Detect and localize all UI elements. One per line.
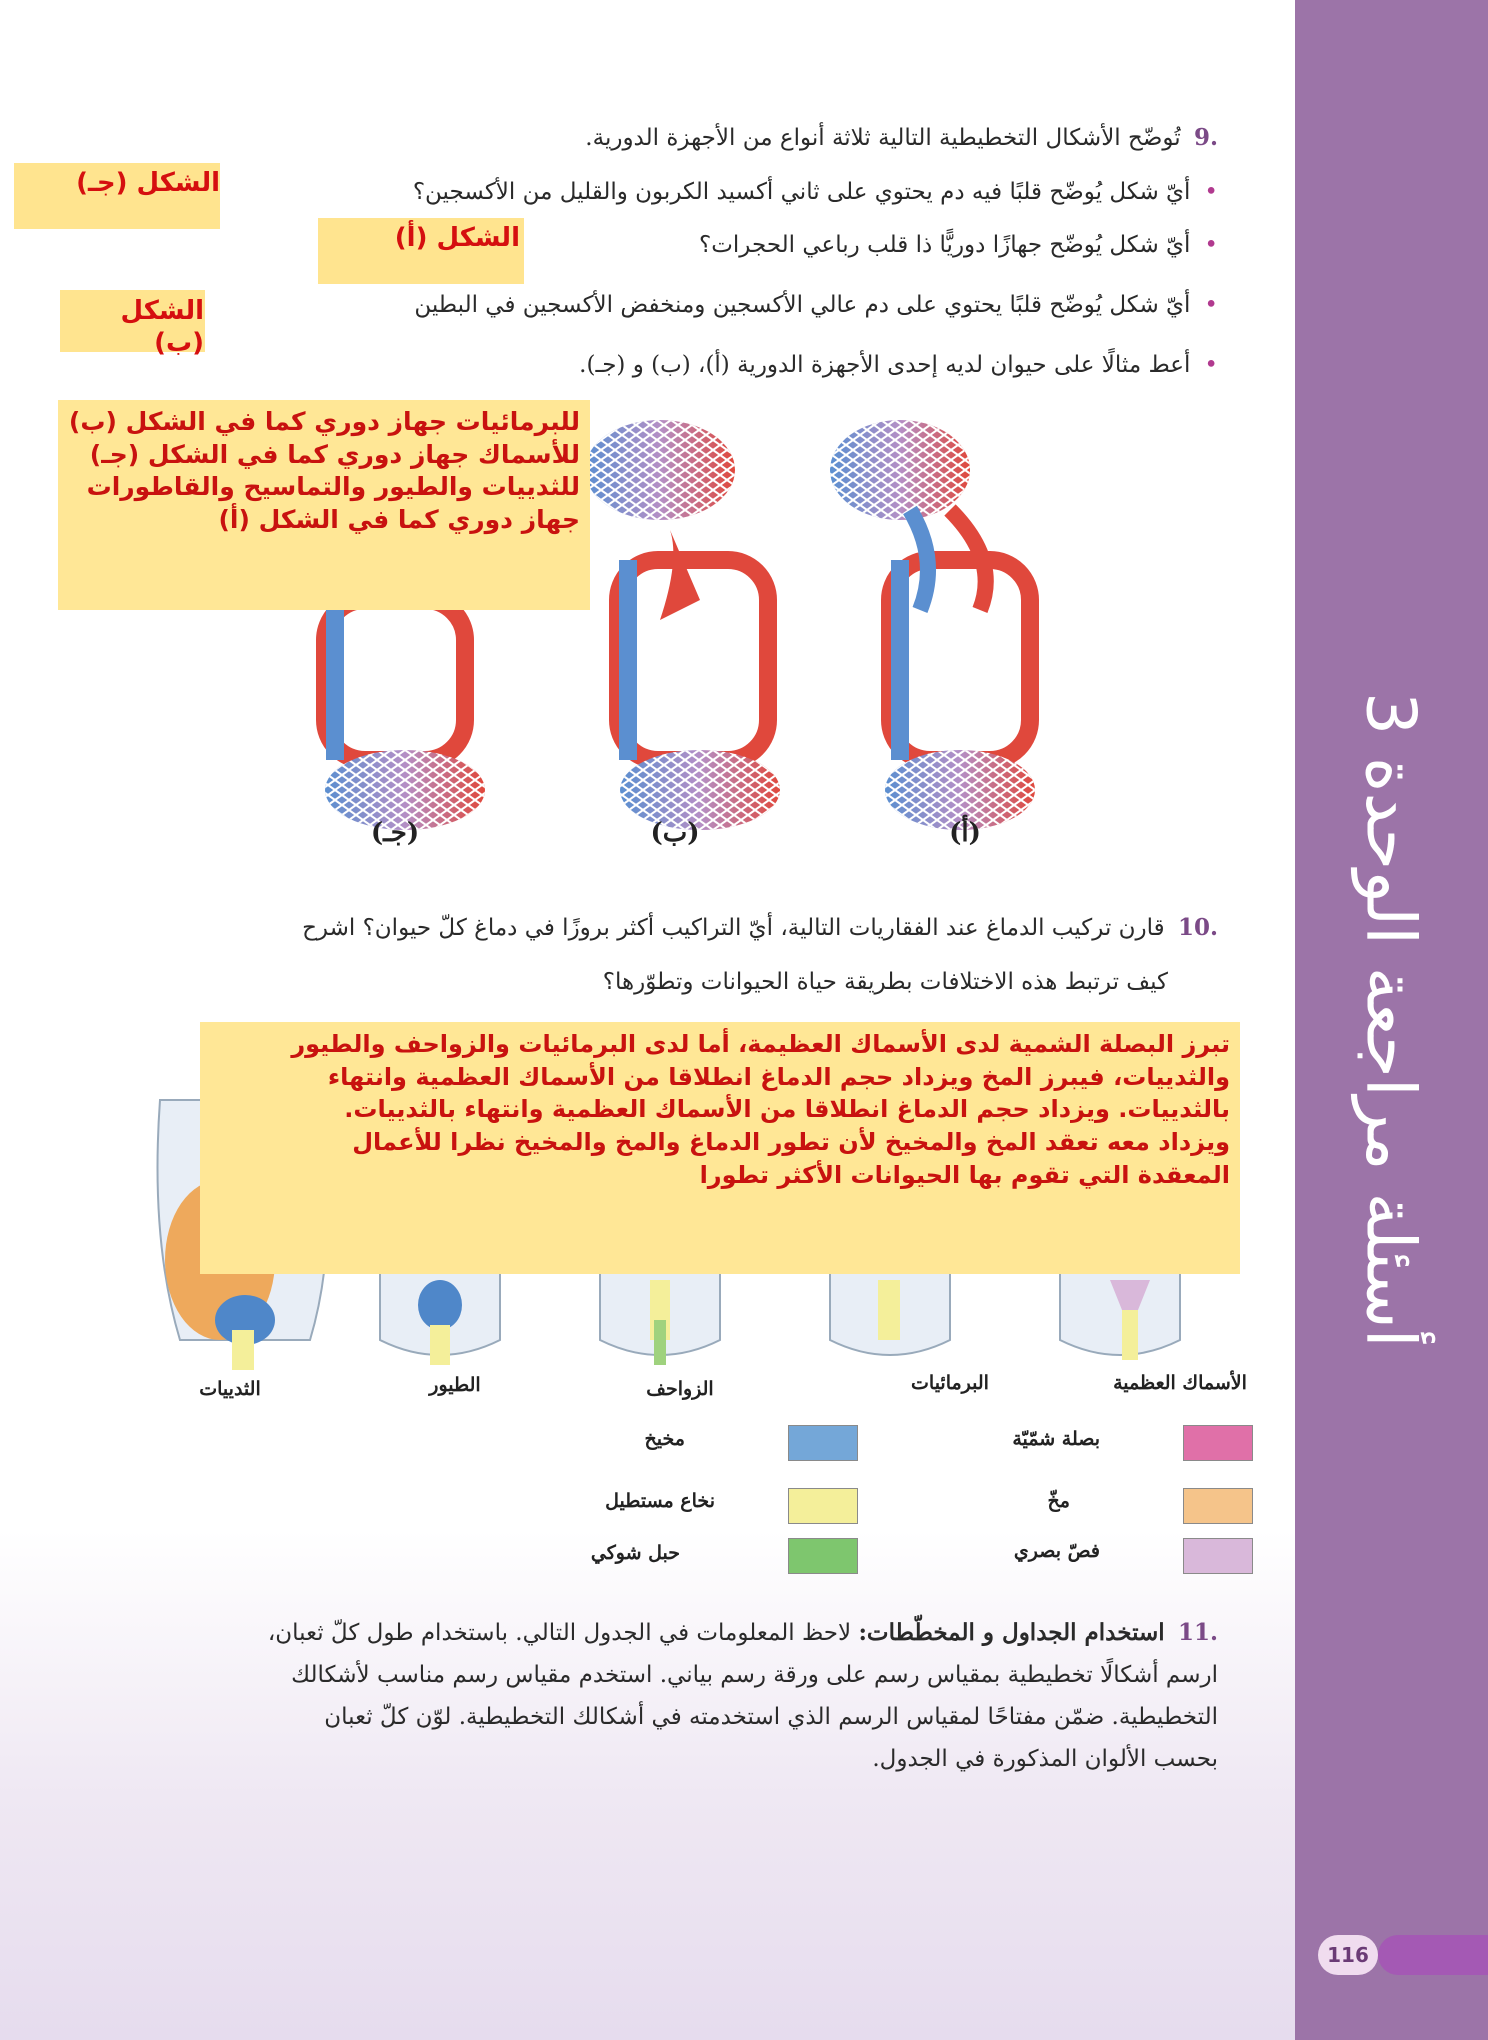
q9-bullet-4: •أعط مثالًا على حيوان لديه إحدى الأجهزة الدورية (أ)، (ب) و (جـ). <box>579 352 1218 378</box>
answer-1: الشكل (جـ) <box>76 168 220 198</box>
legend-label: نخاع مستطيل <box>605 1490 715 1512</box>
q10-line1 <box>98 908 1218 948</box>
q9-intro <box>585 118 1218 158</box>
q11-title: استخدام الجداول و المخطّطات: <box>858 1619 1165 1646</box>
q9-bullet-text: أعط مثالًا على حيوان لديه إحدى الأجهزة الدورية (أ)، (ب) و (جـ). <box>579 352 1191 378</box>
figure-a <box>830 420 1035 830</box>
label-birds: الطيور <box>429 1374 481 1396</box>
q11-line1 <box>88 1612 1218 1654</box>
q9-bullet-3: •أيّ شكل يُوضّح قلبًا يحتوي على دم عالي الأكسجين ومنخفض الأكسجين في البطين <box>414 292 1218 318</box>
legend-swatch-medulla <box>788 1488 858 1524</box>
legend-swatch-spinal-cord <box>788 1538 858 1574</box>
q10-answer-line: والثدييات، فيبرز المخ ويزداد حجم الدماغ انطلاقا من الأسماك العظمية وانتهاء <box>327 1062 1230 1091</box>
legend-swatch-cerebellum <box>788 1425 858 1461</box>
figure-c <box>325 600 485 830</box>
legend-swatch-cerebrum <box>1183 1488 1253 1524</box>
q9-bullet-1: •أيّ شكل يُوضّح قلبًا فيه دم يحتوي على ثاني أكسيد الكربون والقليل من الأكسجين؟ <box>412 179 1218 205</box>
example-answer-note <box>58 400 590 610</box>
q11-line3: التخطيطية. ضمّن مفتاحًا لمقياس الرسم الذي استخدمته في أشكالك التخطيطية. لوّن كلّ ثعبان <box>324 1704 1218 1730</box>
q11-number: 11. <box>1177 1619 1218 1646</box>
example-answer-line: جهاز دوري كما في الشكل (أ) <box>218 504 580 534</box>
q10-answer-note <box>200 1022 1240 1274</box>
page-number: 116 <box>1318 1935 1378 1975</box>
q9-bullet-text: أيّ شكل يُوضّح قلبًا فيه دم يحتوي على ثاني أكسيد الكربون والقليل من الأكسجين؟ <box>412 179 1191 205</box>
q10-number: 10. <box>1177 914 1218 941</box>
sidebar-title-text: أسئلة مراجعة الوحدة 3 <box>1350 692 1430 1348</box>
answer-2: الشكل (أ) <box>394 223 520 253</box>
legend-swatch-optic-lobe <box>1183 1538 1253 1574</box>
answer-3: الشكل (ب) <box>120 296 204 358</box>
legend-label: حبل شوكي <box>590 1542 680 1564</box>
label-bony-fish: الأسماك العظمية <box>1113 1372 1247 1394</box>
q11-paragraph <box>88 1612 1218 1780</box>
q9-bullet-text: أيّ شكل يُوضّح جهازًا دوريًّا ذا قلب رباعي الحجرات؟ <box>699 232 1191 258</box>
q10-answer-line: بالثدييات. ويزداد حجم الدماغ انطلاقا من الأسماك العظمية وانتهاء بالثدييات. <box>344 1095 1230 1124</box>
label-amphibians: البرمائيات <box>911 1372 989 1394</box>
q10-answer-line: ويزداد معه تعقد المخ والمخيخ لأن تطور الدماغ والمخ والمخيخ نظرا للأعمال <box>352 1127 1230 1156</box>
figure-b-label: (ب) <box>650 818 700 848</box>
legend-label: بصلة شمّيّة <box>1012 1428 1100 1450</box>
q10-answer-line: تبرز البصلة الشمية لدى الأسماك العظيمة، أما لدى البرمائيات والزواحف والطيور <box>291 1030 1230 1058</box>
page-number-bar <box>1378 1935 1488 1975</box>
legend-label: فصّ بصري <box>1013 1540 1100 1562</box>
q9-bullet-text: أيّ شكل يُوضّح قلبًا يحتوي على دم عالي الأكسجين ومنخفض الأكسجين في البطين <box>414 292 1191 318</box>
legend-swatch-olfactory <box>1183 1425 1253 1461</box>
q10-line2: كيف ترتبط هذه الاختلافات بطريقة حياة الحيوانات وتطوّرها؟ <box>602 969 1168 995</box>
legend-label: مخّ <box>1047 1490 1070 1512</box>
figure-c-label: (جـ) <box>370 818 420 848</box>
q9-intro-text: تُوضّح الأشكال التخطيطية التالية ثلاثة أنواع من الأجهزة الدورية. <box>585 125 1181 151</box>
q10-text: قارن تركيب الدماغ عند الفقاريات التالية، أيّ التراكيب أكثر بروزًا في دماغ كلّ حيوان؟ اشرح <box>302 915 1165 941</box>
legend-label: مخيخ <box>644 1428 685 1450</box>
example-answer-line: للثدييات والطيور والتماسيح والقاطورات <box>86 472 580 501</box>
figure-b <box>585 420 780 830</box>
q11-line2: ارسم أشكالًا تخطيطية بمقياس رسم على ورقة رسم بياني. استخدم مقياس رسم مناسب لأشكالك <box>291 1662 1218 1688</box>
example-answer-line: للأسماك جهاز دوري كما في الشكل (جـ) <box>89 439 580 469</box>
example-answer-line: للبرمائيات جهاز دوري كما في الشكل (ب) <box>68 407 580 436</box>
figure-a-label: (أ) <box>949 818 981 848</box>
label-reptiles: الزواحف <box>646 1378 714 1400</box>
q9-bullet-2: •أيّ شكل يُوضّح جهازًا دوريًّا ذا قلب رباعي الحجرات؟ <box>699 232 1218 258</box>
q11-text: لاحظ المعلومات في الجدول التالي. باستخدام طول كلّ ثعبان، <box>267 1620 852 1646</box>
sidebar-title <box>1310 640 1470 1400</box>
q11-line4: بحسب الألوان المذكورة في الجدول. <box>872 1746 1218 1772</box>
label-mammals: الثدييات <box>199 1378 261 1400</box>
q10-answer-line: المعقدة التي تقوم بها الحيوانات الأكثر تطورا <box>699 1160 1230 1189</box>
q9-number: 9. <box>1193 124 1218 151</box>
